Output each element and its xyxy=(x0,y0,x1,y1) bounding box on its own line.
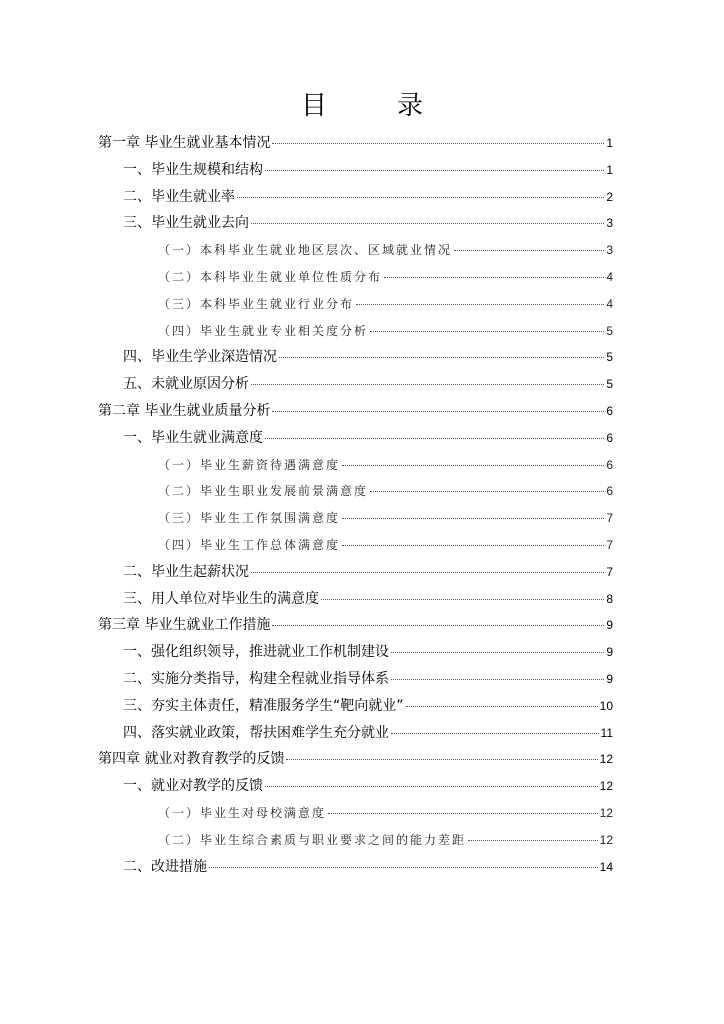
toc-page-number: 14 xyxy=(599,859,613,874)
toc-entry-label: 一、强化组织领导，推进就业工作机制建设 xyxy=(123,644,389,661)
toc-entry-label: 第二章 毕业生就业质量分析 xyxy=(98,403,271,419)
toc-dot-leader xyxy=(272,411,604,412)
toc-dot-leader xyxy=(342,518,604,519)
toc-entry[interactable] xyxy=(158,320,613,342)
toc-page-number: 6 xyxy=(606,457,613,472)
toc-title: 目 录 xyxy=(300,91,445,121)
toc-entry-label: 二、毕业生就业率 xyxy=(123,188,235,205)
toc-dot-leader xyxy=(406,706,598,707)
toc-page-number: 10 xyxy=(599,698,613,713)
toc-dot-leader xyxy=(272,143,604,144)
toc-entry[interactable] xyxy=(123,641,613,663)
toc-entry[interactable] xyxy=(123,588,613,610)
toc-page-number: 8 xyxy=(606,591,613,606)
toc-dot-leader xyxy=(251,384,604,385)
toc-entry[interactable] xyxy=(98,400,613,422)
toc-entry-label: 四、毕业生学业深造情况 xyxy=(123,349,277,366)
toc-entry[interactable] xyxy=(123,856,613,878)
toc-dot-leader xyxy=(286,759,597,760)
toc-entry[interactable] xyxy=(123,373,613,395)
toc-page-number: 2 xyxy=(606,189,613,204)
toc-entry-label: 四、落实就业政策，帮扶困难学生充分就业 xyxy=(123,724,389,741)
toc-dot-leader xyxy=(272,625,604,626)
toc-entry[interactable] xyxy=(98,614,613,636)
toc-entry[interactable] xyxy=(123,212,613,234)
toc-dot-leader xyxy=(342,545,604,546)
toc-page-number: 4 xyxy=(606,296,613,311)
toc-entry-label: 一、毕业生就业满意度 xyxy=(123,429,263,446)
toc-entry[interactable] xyxy=(158,534,613,556)
toc-dot-leader xyxy=(251,572,604,573)
toc-dot-leader xyxy=(454,250,604,251)
toc-dot-leader xyxy=(265,786,598,787)
toc-dot-leader xyxy=(391,652,604,653)
toc-entry[interactable] xyxy=(123,695,613,717)
toc-page-number: 9 xyxy=(606,618,613,633)
toc-dot-leader xyxy=(265,170,604,171)
toc-entry-label: 三、夯实主体责任，精准服务学生“靶向就业” xyxy=(123,697,404,714)
toc-entry-label: （三）毕业生工作氛围满意度 xyxy=(158,511,341,526)
toc-page-number: 9 xyxy=(606,645,613,660)
toc-page-number: 7 xyxy=(606,511,613,526)
toc-dot-leader xyxy=(251,223,604,224)
toc-page-number: 5 xyxy=(606,323,613,338)
toc-dot-leader xyxy=(265,438,604,439)
toc-entry[interactable] xyxy=(158,454,613,476)
toc-entry-label: 第三章 毕业生就业工作措施 xyxy=(98,617,271,634)
toc-page-number: 12 xyxy=(599,806,613,820)
toc-dot-leader xyxy=(237,197,604,198)
toc-entry[interactable] xyxy=(123,775,613,797)
toc-page-number: 12 xyxy=(599,779,613,794)
toc-entry[interactable] xyxy=(158,507,613,529)
toc-entry[interactable] xyxy=(158,480,613,502)
toc-entry[interactable] xyxy=(158,802,613,824)
toc-dot-leader xyxy=(279,357,604,358)
toc-page-number: 5 xyxy=(606,377,613,392)
toc-dot-leader xyxy=(384,277,604,278)
toc-page-number: 4 xyxy=(606,270,613,284)
toc-entry[interactable] xyxy=(158,239,613,261)
toc-page-number: 7 xyxy=(606,538,613,552)
toc-page-number: 9 xyxy=(606,672,613,686)
toc-entry[interactable] xyxy=(123,346,613,368)
toc-dot-leader xyxy=(342,465,604,466)
toc-dot-leader xyxy=(370,331,604,332)
toc-entry[interactable] xyxy=(123,668,613,690)
toc-entry-label: （四）毕业生工作总体满意度 xyxy=(158,538,341,552)
toc-entry[interactable] xyxy=(158,829,613,851)
toc-page-number: 3 xyxy=(606,243,613,258)
toc-entry-label: 二、毕业生起薪状况 xyxy=(123,563,249,580)
toc-page-number: 6 xyxy=(606,484,613,499)
toc-entry-label: 二、实施分类指导，构建全程就业指导体系 xyxy=(123,671,389,687)
toc-entry[interactable] xyxy=(158,266,613,288)
toc-entry-label: （一）本科毕业生就业地区层次、区域就业情况 xyxy=(158,243,453,258)
toc-entry-label: （二）本科毕业生就业单位性质分布 xyxy=(158,270,383,284)
toc-page-number: 1 xyxy=(606,162,613,177)
toc-page-number: 12 xyxy=(599,752,613,767)
toc-entry-label: 二、改进措施 xyxy=(123,858,207,875)
toc-entry-label: （一）毕业生薪资待遇满意度 xyxy=(158,457,341,472)
toc-entry[interactable] xyxy=(98,748,613,770)
toc-entry-label: 一、就业对教学的反馈 xyxy=(123,778,263,795)
toc-entry[interactable] xyxy=(158,293,613,315)
toc-entry-label: （四）毕业生就业专业相关度分析 xyxy=(158,323,369,338)
toc-entry-label: 五、未就业原因分析 xyxy=(123,376,249,393)
toc-page-number: 12 xyxy=(599,832,613,847)
toc-entry-label: 一、毕业生规模和结构 xyxy=(123,161,263,178)
toc-entry-label: （一）毕业生对母校满意度 xyxy=(158,806,327,820)
toc-entry-label: 三、毕业生就业去向 xyxy=(123,215,249,232)
toc-dot-leader xyxy=(468,840,598,841)
toc-page-number: 7 xyxy=(606,564,613,579)
toc-entry-label: 第一章 毕业生就业基本情况 xyxy=(98,135,271,151)
toc-entry-label: 第四章 就业对教育教学的反馈 xyxy=(98,751,285,768)
toc-dot-leader xyxy=(328,813,598,814)
toc-entry-label: （三）本科毕业生就业行业分布 xyxy=(158,296,355,311)
toc-entry[interactable] xyxy=(123,722,613,744)
toc-entry-label: （二）毕业生综合素质与职业要求之间的能力差距 xyxy=(158,832,467,847)
toc-page-number: 6 xyxy=(606,404,613,418)
toc-entry[interactable] xyxy=(123,186,613,208)
toc-page-number: 3 xyxy=(606,216,613,231)
toc-entry[interactable] xyxy=(98,132,613,154)
toc-page-number: 11 xyxy=(600,725,613,740)
toc-entry-label: 三、用人单位对毕业生的满意度 xyxy=(123,590,319,607)
toc-dot-leader xyxy=(391,679,604,680)
toc-dot-leader xyxy=(209,867,598,868)
toc-page-number: 1 xyxy=(606,136,613,150)
toc-entry[interactable] xyxy=(123,427,613,449)
toc-dot-leader xyxy=(356,304,604,305)
toc-page-number: 5 xyxy=(606,350,613,365)
toc-dot-leader xyxy=(391,733,599,734)
toc-entry[interactable] xyxy=(123,561,613,583)
toc-dot-leader xyxy=(370,491,604,492)
toc-page-number: 6 xyxy=(606,430,613,445)
toc-dot-leader xyxy=(321,599,604,600)
toc-entry-label: （二）毕业生职业发展前景满意度 xyxy=(158,484,369,499)
toc-entry[interactable] xyxy=(123,159,613,181)
